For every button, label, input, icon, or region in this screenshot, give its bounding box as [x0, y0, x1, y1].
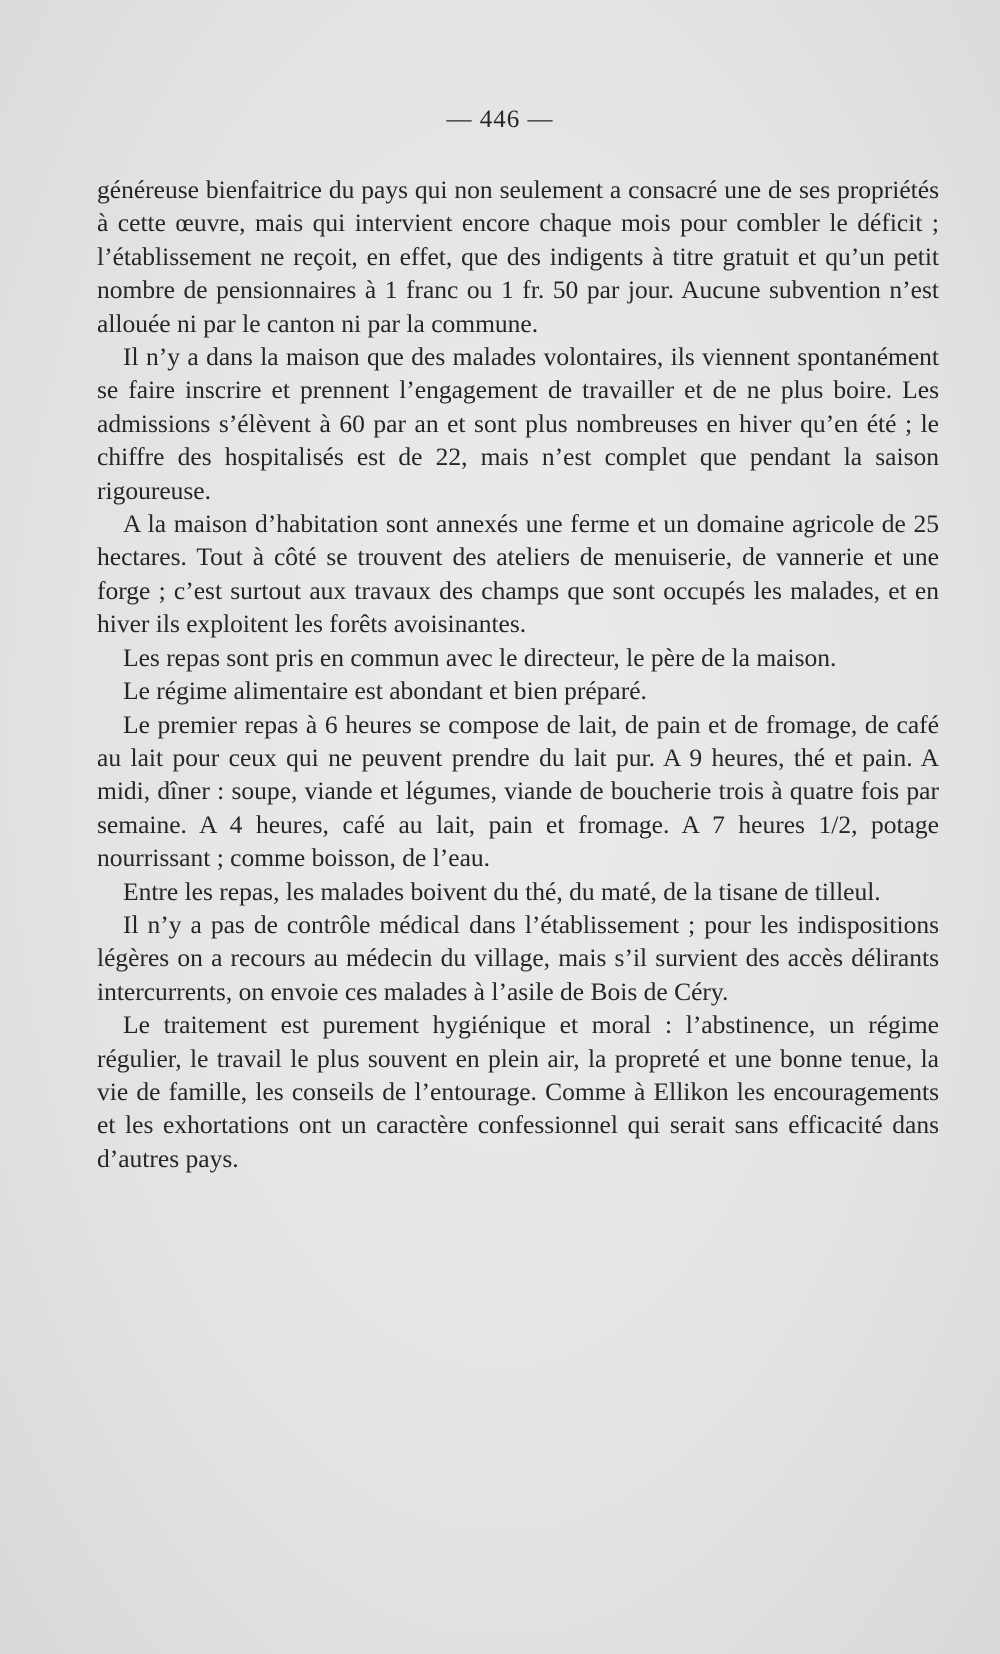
paragraph-farm-workshops: A la maison d’habitation sont annexés une ferme et un domaine agricole de 25 hectares. Tout à côté se trouvent des ateliers de menuiserie, de vannerie et une forge ; c’est surtout aux travaux des champs que sont occupés les malades, et en hiver ils exploitent les forêts avoisinantes. — [97, 509, 939, 639]
paragraph-diet: Le régime alimentaire est abondant et bien préparé. — [123, 676, 647, 706]
paragraph-treatment: Le traitement est purement hygiénique et moral : l’abstinence, un régime régulier, le travail le plus souvent en plein air, la propreté et une bonne tenue, la vie de famille, les conseils de l’entourage. Comme à Ellikon les encouragements et les exhortations ont un caractère confessionnel qui serait sans efficacité dans d’autres pays. — [97, 1010, 939, 1173]
paragraph-meal-schedule: Le premier repas à 6 heures se compose de lait, de pain et de fromage, de café au lait pour ceux qui ne peuvent prendre du lait pur. A 9 heures, thé et pain. A midi, dîner : soupe, viande et légumes, viande de boucherie trois à quatre fois par semaine. A 4 heures, café au lait, pain et fromage. A 7 heures 1/2, potage nourrissant ; comme boisson, de l’eau. — [97, 709, 939, 873]
paragraph-continued: généreuse bienfaitrice du pays qui non seulement a consacré une de ses propriétés à cette œuvre, mais qui intervient encore chaque mois pour combler le déficit ; l’établissement ne reçoit, en effet, que des indigents à titre gratuit et qu’un petit nombre de pensionnaires à 1 franc ou 1 fr. 50 par jour. Aucune subvention n’est allouée ni par le canton ni par la commune. — [97, 175, 939, 338]
paragraph-medical-control: Il n’y a pas de contrôle médical dans l’établissement ; pour les indispositions légères on a recours au médecin du village, mais s’il survient des accès délirants intercurrents, on envoie ces malades à l’asile de Bois de Céry. — [97, 909, 939, 1006]
paragraph-meals-common: Les repas sont pris en commun avec le directeur, le père de la maison. — [123, 642, 837, 672]
paragraph-volunteer-patients: Il n’y a dans la maison que des malades volontaires, ils viennent spontanément se faire inscrire et prennent l’engagement de travailler et de ne plus boire. Les admissions s’élèvent à 60 par an et sont plus nombreuses en hiver qu’en été ; le chiffre des hospitalisés est de 22, mais n’est complet que pendant la saison rigoureuse. — [97, 342, 939, 505]
page-number: — 446 — — [446, 106, 554, 133]
paragraph-drinks: Entre les repas, les malades boivent du thé, du maté, de la tisane de tilleul. — [123, 876, 881, 906]
body-text — [97, 173, 939, 1175]
